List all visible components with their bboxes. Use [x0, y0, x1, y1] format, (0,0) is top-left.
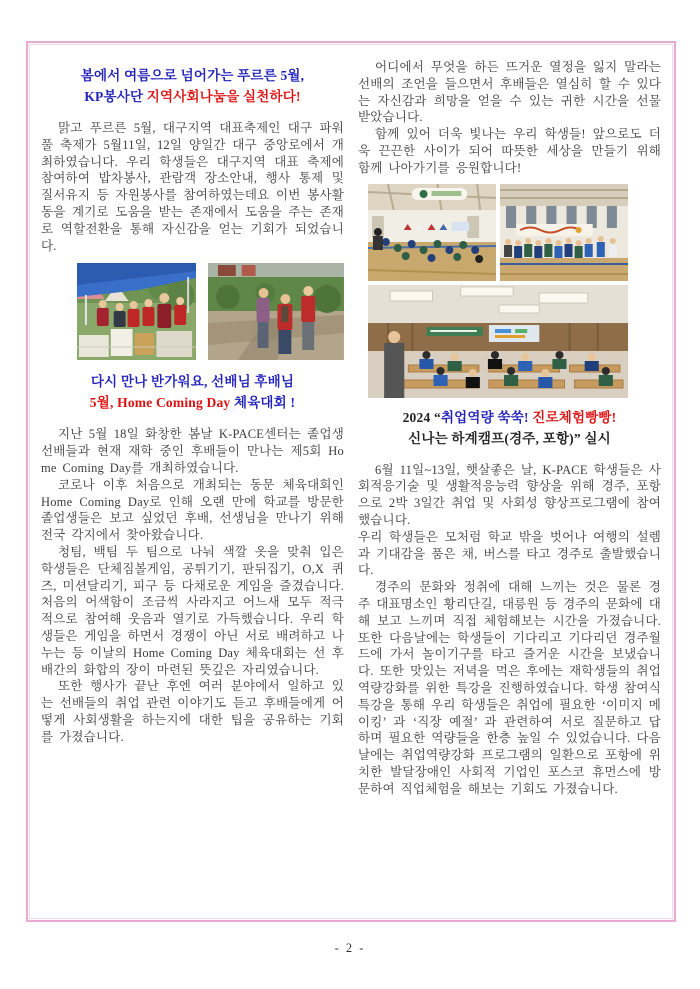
article2-paragraph-4: 또한 행사가 끝난 후엔 여러 분야에서 일하고 있는 선배들의 취업 관련 이야기도 듣고 후배들에게 어떻게 사회생활을 하는지에 대한 팁을 공유하는 기회를 가졌습니다. — [41, 679, 344, 744]
article3-paragraph-3: 경주의 문화와 정취에 대해 느끼는 것은 물론 경주 대표명소인 황리단길, 대릉원 등 경주의 문화에 대해 보고 느끼며 직접 체험해보는 시간을 가졌습니다. 또한 다음날에는 학생들이 기다리고 기다리던 경주월드에 가서 놀이기구를 타고 즐거운 시간을 보냈습니다. 또한 맛있는 저녁을 먹은 후에는 재학생들의 취업역량강화를 위한 특강을 진행하였습니다. 학생 참여식 특강을 통해 우리 학생들은 취업에 필요한 ‘이미지 메이킹’ 과 ‘직장 예절’ 과 관련하여 서로 질문하고 답하며 필요한 역량들을 한층 높일 수 있었습니다. 다음날에는 취업역량강화 프로그램의 일환으로 포항에 위치한 발달장애인 사회적 기업인 포스코 휴먼스에 방문하여 직업체험을 해보는 기회도 가졌습니다. — [358, 580, 661, 796]
article1-title-line1: 봄에서 여름으로 넘어가는 푸르른 5월, — [80, 68, 305, 83]
article1-title-line2-red: 지역사회나눔을 실천하다! — [146, 89, 301, 104]
article2-photo-grid — [368, 184, 628, 398]
article1-title — [41, 65, 344, 107]
photo-volunteers-park-art — [208, 263, 344, 360]
article2-title — [41, 371, 344, 413]
newsletter-body — [26, 41, 676, 922]
right-column — [358, 59, 661, 922]
article1-title-line2-blue: KP봉사단 — [84, 89, 147, 104]
photo-gym-seated-art — [368, 184, 496, 281]
photo-gym-seated — [368, 184, 496, 281]
article3-title-prefix: 2024 “ — [402, 409, 441, 425]
article1-paragraph: 맑고 푸르른 5월, 대구지역 대표축제인 대구 파워풀 축제가 5월11일, 12일 양일간 대구 중앙로에서 개최하였습니다. 우리 학생들은 대구지역 대표 축제에 참여하여 밥차봉사, 관람객 장소안내, 행사 통제 및 질서유지 등 자원봉사를 참여하였는데요 이번 봉사활동을 계기로 도움을 받는 존재에서 도움을 주는 존재로 역할전환을 통해 자신감을 얻는 기회가 되었습니다. — [41, 121, 344, 253]
article1-photo-row — [77, 263, 344, 360]
article2-paragraph-3: 청팀, 백팀 두 팀으로 나눠 색깔 옷을 맞춰 입은 학생들은 단체짐볼게임, 공튀기기, 판뒤집기, O,X 퀴즈, 미션달리기, 피구 등 다채로운 게임을 즐겼습니다. 처음의 어색함이 조금씩 사라지고 어느새 모두 적극적으로 참여해 웃음과 열기로 가득했습니다. 우리 학생들은 게임을 하면서 경쟁이 아닌 서로 배려하고 나누는 등 이날의 Home Coming Day 체육대회는 선 후배간의 화합의 장이 마련된 뜻깊은 자리였습니다. — [41, 544, 344, 677]
article2-title-line1: 다시 만나 반가워요, 선배님 후배님 — [90, 374, 295, 390]
article2-paragraph-1: 지난 5월 18일 화창한 봄날 K-PACE센터는 졸업생 선배들과 현재 재학 중인 후배들이 만나는 제5회 Home Coming Day를 개최하였습니다. — [41, 427, 344, 475]
photo-gym-group — [500, 184, 628, 281]
article2-title-line2-red: 5월, Home Coming Day — [89, 395, 234, 411]
article3-paragraph-1: 6월 11일~13일, 햇살좋은 날, K-PACE 학생들은 사회적응기술 및 생활적응능력 향상을 위해 경주, 포항으로 2박 3일간 취업 및 사회성 향상프로그램에 참여했습니다. — [358, 462, 661, 527]
article3-paragraph-2: 우리 학생들은 모처럼 학교 밖을 벗어나 여행의 설렘과 기대감을 품은 채, 버스를 타고 경주로 출발했습니다. — [358, 529, 661, 578]
article3-title — [358, 407, 661, 449]
article2-paragraph-2: 코로나 이후 처음으로 개최되는 동문 체육대회인 Home Coming Day로 인해 오랜 만에 학교를 방문한 졸업생들은 보고 싶었던 후배, 선생님을 만나기 위해 전국 각지에서 찾아왔습니다. — [41, 477, 344, 543]
photo-volunteers-tent-art — [77, 263, 196, 360]
article2cont-paragraph-2: 함께 있어 더욱 빛나는 우리 학생들! 앞으로도 더욱 끈끈한 사이가 되어 따뜻한 세상을 만들기 위해 함께 나아가기를 응원합니다! — [358, 127, 661, 175]
article2cont-paragraph-1: 어디에서 무엇을 하든 뜨거운 열정을 잃지 말라는 선배의 조언을 들으면서 후배들은 열심히 할 수 있다는 자신감과 희망을 얻을 수 있는 귀한 시간을 선물 받았습니다. — [358, 60, 661, 125]
article3-title-red: 진로체험빵빵! — [528, 409, 617, 425]
photo-volunteers-tent — [77, 263, 196, 360]
photo-lecture-room-art — [368, 285, 628, 398]
article2-title-line2-blue: 체육대회 ! — [233, 395, 296, 411]
left-column — [41, 59, 344, 922]
page-number: - 2 - — [334, 941, 366, 955]
photo-lecture-room — [368, 285, 628, 398]
photo-volunteers-park — [208, 263, 344, 360]
article3-title-blue: 취업역량 쑥쑥! — [440, 409, 529, 425]
photo-gym-group-art — [500, 184, 628, 281]
article3-title-line2: 신나는 하계캠프(경주, 포항)” 실시 — [408, 430, 611, 446]
